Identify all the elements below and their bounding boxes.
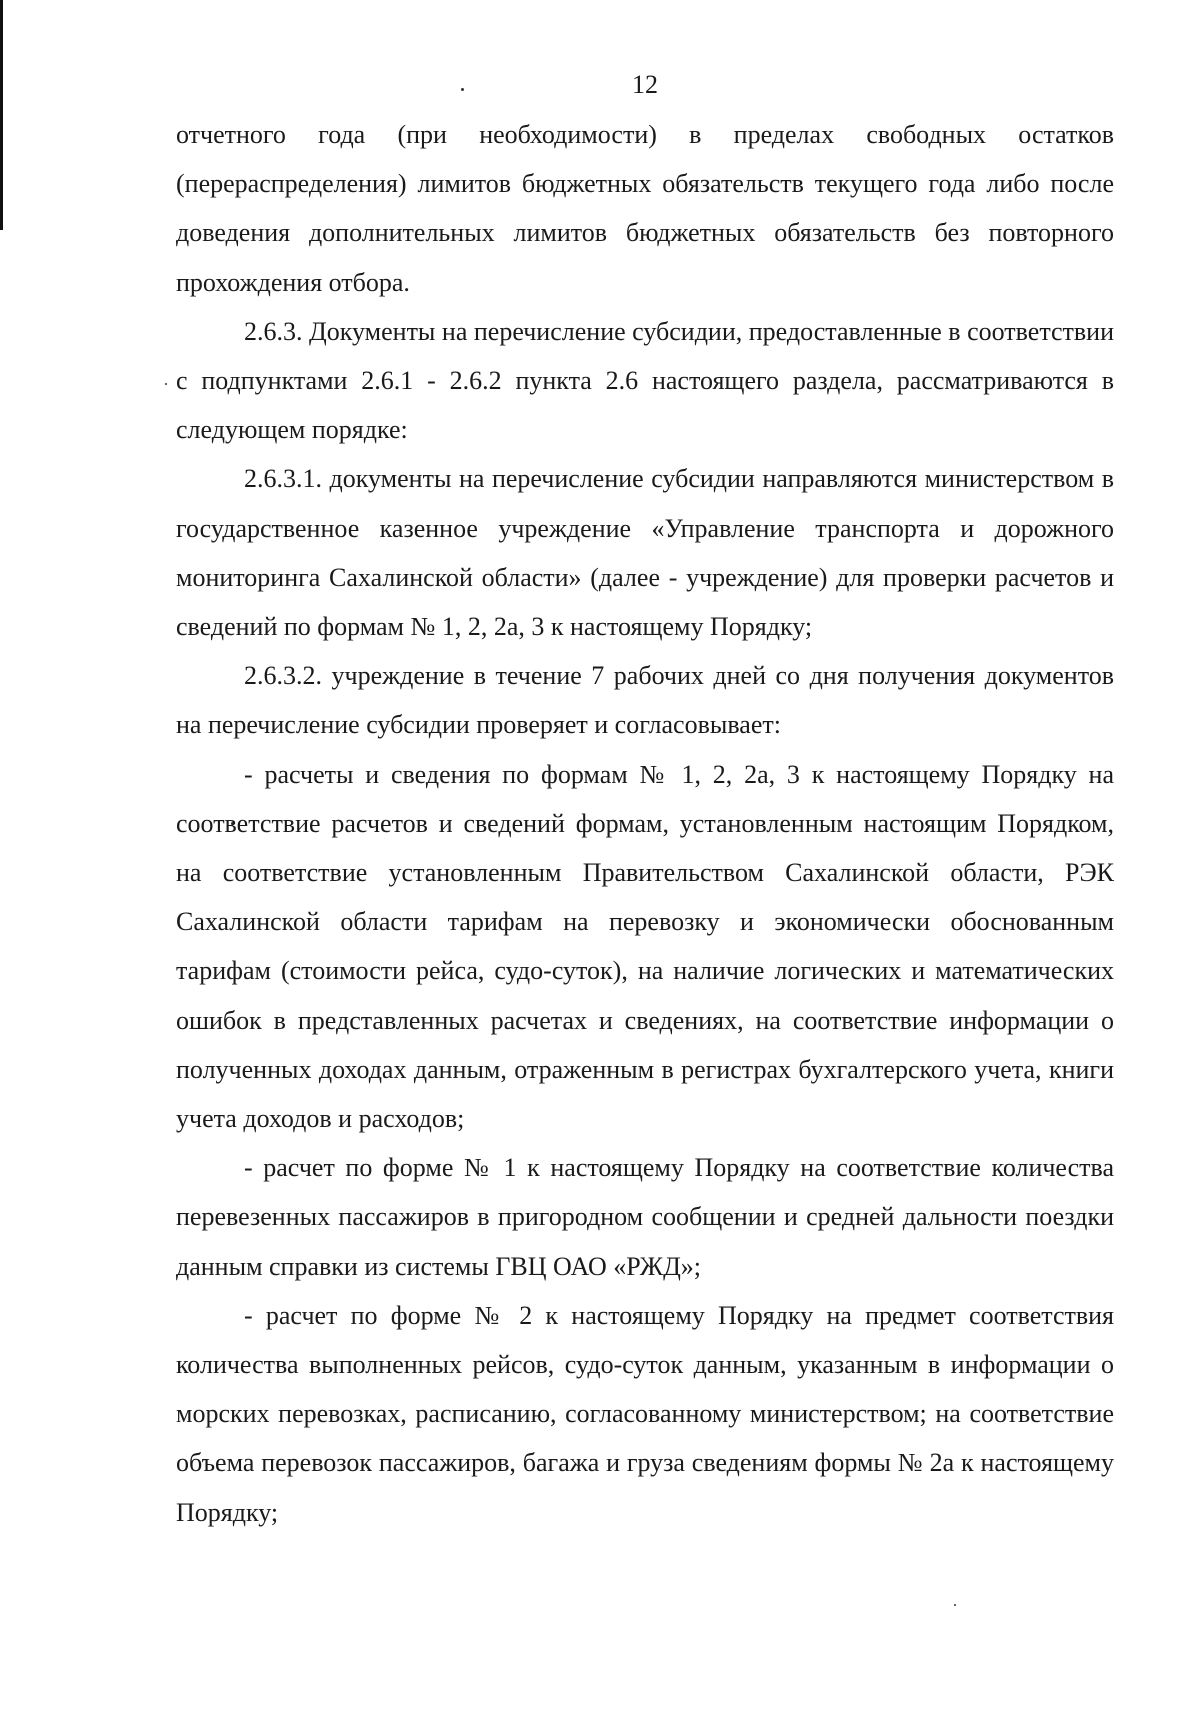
paragraph-2-6-3-1: 2.6.3.1. документы на перечисление субсидии направляются министерством в государственное казенное учреждение «Управление транспорта и дорожного мониторинга Сахалинской области» (далее - учреждение) для проверки расчетов и сведений по формам № 1, 2, 2а, 3 к настоящему Порядку; — [176, 464, 1114, 642]
page-number: 12 — [632, 70, 658, 99]
paragraph-2-6-3: 2.6.3. Документы на перечисление субсидии, предоставленные в соответствии с подпунктами 2.6.1 - 2.6.2 пункта 2.6 настоящего раздела, рассматриваются в следующем порядке: — [176, 316, 1114, 445]
list-item-form-1: - расчет по форме № 1 к настоящему Порядку на соответствие количества перевезенных пассажиров в пригородном сообщении и средней дальности поездки данным справки из системы ГВЦ ОАО «РЖД»; — [176, 1153, 1114, 1281]
paragraph-2-6-3-2: 2.6.3.2. учреждение в течение 7 рабочих дней со дня получения документов на перечисление субсидии проверяет и согласовывает: — [176, 661, 1114, 740]
scan-speck — [954, 1604, 956, 1606]
paragraph-continuation: отчетного года (при необходимости) в пределах свободных остатков (перераспределения) лимитов бюджетных обязательств текущего года либо после доведения дополнительных лимитов бюджетных обязательств без повторного прохождения отбора. — [176, 120, 1114, 297]
scan-edge-mark — [0, 0, 3, 230]
list-item-form-2: - расчет по форме № 2 к настоящему Порядку на предмет соответствия количества выполненных рейсов, судо-суток данным, указанным в информации о морских перевозках, расписанию, согласованному министерством; на соответствие объема перевозок пассажиров, багажа и груза сведениям формы № 2а к настоящему Порядку; — [176, 1300, 1114, 1527]
scan-speck — [165, 383, 167, 385]
list-item-calculations-forms: - расчеты и сведения по формам № 1, 2, 2а, 3 к настоящему Порядку на соответствие расчетов и сведений формам, установленным настоящим Порядком, на соответствие установленным Правительством Сахалинской области, РЭК Сахалинской области тарифам на перевозку и экономически обоснованным тарифам (стоимости рейса, судо-суток), на наличие логических и математических ошибок в представленных расчетах и сведениях, на соответствие информации о полученных доходах данным, отраженным в регистрах бухгалтерского учета, книги учета доходов и расходов; — [176, 759, 1114, 1134]
document-body — [176, 110, 1114, 1537]
